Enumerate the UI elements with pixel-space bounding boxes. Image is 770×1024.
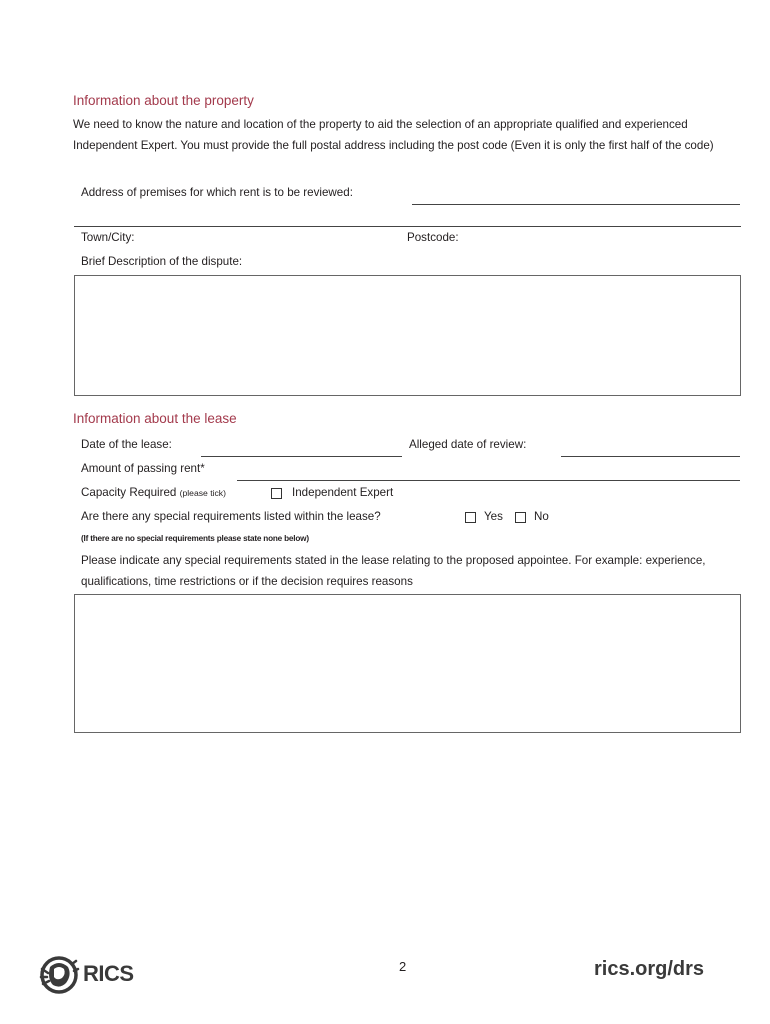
lease-date-input[interactable]	[201, 456, 402, 457]
rics-lion-icon	[38, 955, 80, 995]
special-requirements-instructions: Please indicate any special requirements stated in the lease relating to the proposed appointee. For example: experience, qualifications, time restrictions or if the decision requires reasons	[81, 554, 706, 588]
review-date-input[interactable]	[561, 456, 740, 457]
special-requirements-note: (If there are no special requirements please state none below)	[81, 534, 309, 543]
independent-expert-checkbox[interactable]	[271, 488, 282, 499]
footer-url: rics.org/drs	[594, 958, 705, 980]
rics-logo	[38, 955, 158, 995]
no-checkbox[interactable]	[515, 512, 526, 523]
postcode-input[interactable]	[470, 231, 730, 247]
rics-logo-text: RICS	[83, 961, 134, 986]
capacity-required-label: Capacity Required (please tick)	[81, 486, 226, 499]
passing-rent-input[interactable]	[237, 480, 740, 481]
no-label: No	[534, 510, 549, 523]
address-label: Address of premises for which rent is to be reviewed:	[81, 186, 353, 199]
page-number: 2	[399, 959, 407, 974]
special-requirements-textarea[interactable]	[74, 594, 741, 733]
yes-checkbox[interactable]	[465, 512, 476, 523]
town-city-input[interactable]	[150, 231, 390, 247]
yes-label: Yes	[484, 510, 503, 523]
lease-section-title: Information about the lease	[73, 411, 237, 426]
independent-expert-label: Independent Expert	[292, 486, 394, 499]
address-line-2-input[interactable]	[74, 226, 741, 227]
town-city-label: Town/City:	[81, 231, 135, 244]
property-intro-text: We need to know the nature and location of the property to aid the selection of an appropriate qualified and experienced Independent Expert. You must provide the full postal address including the post code (Even it is only the first half of the code)	[73, 118, 714, 152]
property-section-title: Information about the property	[73, 93, 254, 108]
capacity-hint: (please tick)	[179, 488, 226, 498]
address-input[interactable]	[412, 204, 740, 205]
postcode-label: Postcode:	[407, 231, 459, 244]
review-date-label: Alleged date of review:	[409, 438, 527, 451]
passing-rent-label: Amount of passing rent*	[81, 462, 205, 475]
dispute-description-label: Brief Description of the dispute:	[81, 255, 243, 268]
lease-date-label: Date of the lease:	[81, 438, 172, 451]
special-requirements-question: Are there any special requirements listed within the lease?	[81, 510, 381, 523]
dispute-description-textarea[interactable]	[74, 275, 741, 396]
